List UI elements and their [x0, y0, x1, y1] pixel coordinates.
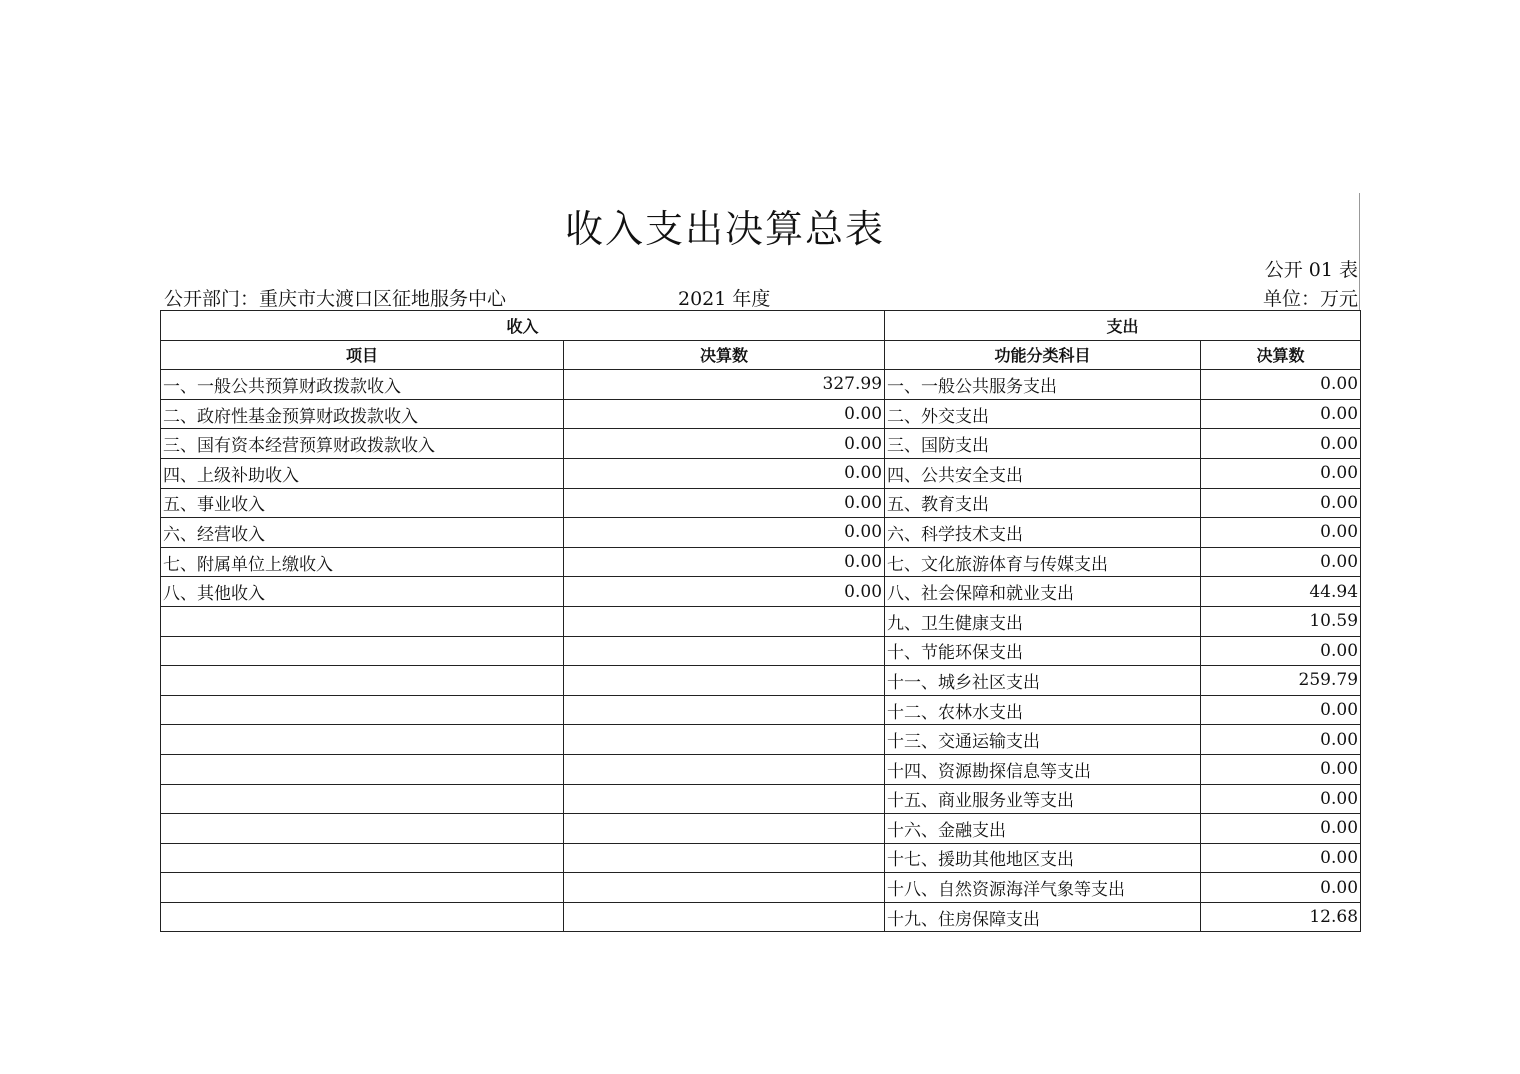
income-item-cell: 八、其他收入 — [161, 577, 564, 607]
income-amount-cell — [564, 666, 885, 696]
expense-item-cell: 三、国防支出 — [885, 429, 1201, 459]
expense-amount-cell: 0.00 — [1201, 695, 1361, 725]
expense-item-cell: 二、外交支出 — [885, 399, 1201, 429]
expense-amount-cell: 0.00 — [1201, 873, 1361, 903]
income-amount-cell: 0.00 — [564, 429, 885, 459]
page-title: 收入支出决算总表 — [564, 207, 885, 251]
expense-item-cell: 十一、城乡社区支出 — [885, 666, 1201, 696]
income-item-cell: 二、政府性基金预算财政拨款收入 — [161, 399, 564, 429]
table-row — [161, 902, 1361, 932]
income-amount-cell: 0.00 — [564, 577, 885, 607]
income-item-cell: 五、事业收入 — [161, 488, 564, 518]
income-amount-cell — [564, 754, 885, 784]
expense-amount-cell: 0.00 — [1201, 754, 1361, 784]
expense-item-cell: 四、公共安全支出 — [885, 458, 1201, 488]
expense-item-cell: 十六、金融支出 — [885, 814, 1201, 844]
expense-amount-cell: 0.00 — [1201, 429, 1361, 459]
income-item-cell — [161, 814, 564, 844]
income-item-cell — [161, 843, 564, 873]
table-row — [161, 547, 1361, 577]
table-row — [161, 814, 1361, 844]
col-amount-header: 决算数 — [564, 340, 885, 370]
income-item-cell — [161, 873, 564, 903]
income-amount-cell — [564, 843, 885, 873]
expense-item-cell: 十二、农林水支出 — [885, 695, 1201, 725]
income-item-cell: 四、上级补助收入 — [161, 458, 564, 488]
expense-item-cell: 九、卫生健康支出 — [885, 606, 1201, 636]
expense-item-cell: 十五、商业服务业等支出 — [885, 784, 1201, 814]
table-row — [161, 784, 1361, 814]
table-row — [161, 488, 1361, 518]
income-header: 收入 — [161, 311, 885, 341]
income-expense-table — [160, 310, 1361, 932]
col-function-header: 功能分类科目 — [885, 340, 1201, 370]
expense-header: 支出 — [885, 311, 1361, 341]
income-amount-cell: 0.00 — [564, 547, 885, 577]
expense-amount-cell: 259.79 — [1201, 666, 1361, 696]
col-amount2-header: 决算数 — [1201, 340, 1361, 370]
income-item-cell — [161, 695, 564, 725]
expense-item-cell: 五、教育支出 — [885, 488, 1201, 518]
income-item-cell: 六、经营收入 — [161, 518, 564, 548]
income-amount-cell: 0.00 — [564, 488, 885, 518]
expense-item-cell: 七、文化旅游体育与传媒支出 — [885, 547, 1201, 577]
table-column-header-row — [161, 340, 1361, 370]
expense-item-cell: 十三、交通运输支出 — [885, 725, 1201, 755]
col-item-header: 项目 — [161, 340, 564, 370]
income-item-cell: 三、国有资本经营预算财政拨款收入 — [161, 429, 564, 459]
table-row — [161, 518, 1361, 548]
expense-amount-cell: 0.00 — [1201, 399, 1361, 429]
expense-item-cell: 一、一般公共服务支出 — [885, 370, 1201, 400]
table-row — [161, 754, 1361, 784]
income-amount-cell: 0.00 — [564, 458, 885, 488]
expense-amount-cell: 0.00 — [1201, 518, 1361, 548]
table-row — [161, 843, 1361, 873]
table-row — [161, 399, 1361, 429]
income-item-cell — [161, 666, 564, 696]
income-amount-cell — [564, 636, 885, 666]
expense-amount-cell: 0.00 — [1201, 814, 1361, 844]
expense-item-cell: 十九、住房保障支出 — [885, 902, 1201, 932]
expense-amount-cell: 0.00 — [1201, 843, 1361, 873]
expense-amount-cell: 0.00 — [1201, 784, 1361, 814]
expense-item-cell: 十八、自然资源海洋气象等支出 — [885, 873, 1201, 903]
expense-amount-cell: 0.00 — [1201, 547, 1361, 577]
expense-item-cell: 六、科学技术支出 — [885, 518, 1201, 548]
expense-amount-cell: 0.00 — [1201, 370, 1361, 400]
income-item-cell — [161, 754, 564, 784]
income-amount-cell: 0.00 — [564, 518, 885, 548]
income-amount-cell — [564, 725, 885, 755]
income-item-cell: 一、一般公共预算财政拨款收入 — [161, 370, 564, 400]
income-item-cell — [161, 725, 564, 755]
income-amount-cell — [564, 606, 885, 636]
expense-item-cell: 十七、援助其他地区支出 — [885, 843, 1201, 873]
expense-item-cell: 八、社会保障和就业支出 — [885, 577, 1201, 607]
expense-amount-cell: 0.00 — [1201, 458, 1361, 488]
expense-item-cell: 十、节能环保支出 — [885, 636, 1201, 666]
table-row — [161, 370, 1361, 400]
table-row — [161, 577, 1361, 607]
income-amount-cell — [564, 902, 885, 932]
income-item-cell — [161, 902, 564, 932]
income-item-cell — [161, 784, 564, 814]
form-number: 公开 01 表 — [1264, 259, 1358, 281]
income-amount-cell — [564, 814, 885, 844]
unit-label: 单位：万元 — [1262, 288, 1358, 310]
fiscal-year: 2021 年度 — [678, 288, 771, 310]
table-row — [161, 458, 1361, 488]
expense-amount-cell: 0.00 — [1201, 636, 1361, 666]
table-row — [161, 666, 1361, 696]
table-row — [161, 429, 1361, 459]
expense-amount-cell: 12.68 — [1201, 902, 1361, 932]
income-amount-cell: 0.00 — [564, 399, 885, 429]
table-row — [161, 695, 1361, 725]
department-label: 公开部门：重庆市大渡口区征地服务中心 — [164, 288, 507, 310]
income-item-cell — [161, 606, 564, 636]
income-amount-cell: 327.99 — [564, 370, 885, 400]
table-row — [161, 606, 1361, 636]
expense-amount-cell: 0.00 — [1201, 488, 1361, 518]
table-group-header-row — [161, 311, 1361, 341]
income-item-cell: 七、附属单位上缴收入 — [161, 547, 564, 577]
expense-amount-cell: 10.59 — [1201, 606, 1361, 636]
income-amount-cell — [564, 695, 885, 725]
table-row — [161, 725, 1361, 755]
expense-amount-cell: 44.94 — [1201, 577, 1361, 607]
table-row — [161, 873, 1361, 903]
income-amount-cell — [564, 784, 885, 814]
expense-item-cell: 十四、资源勘探信息等支出 — [885, 754, 1201, 784]
income-amount-cell — [564, 873, 885, 903]
table-row — [161, 636, 1361, 666]
income-item-cell — [161, 636, 564, 666]
expense-amount-cell: 0.00 — [1201, 725, 1361, 755]
